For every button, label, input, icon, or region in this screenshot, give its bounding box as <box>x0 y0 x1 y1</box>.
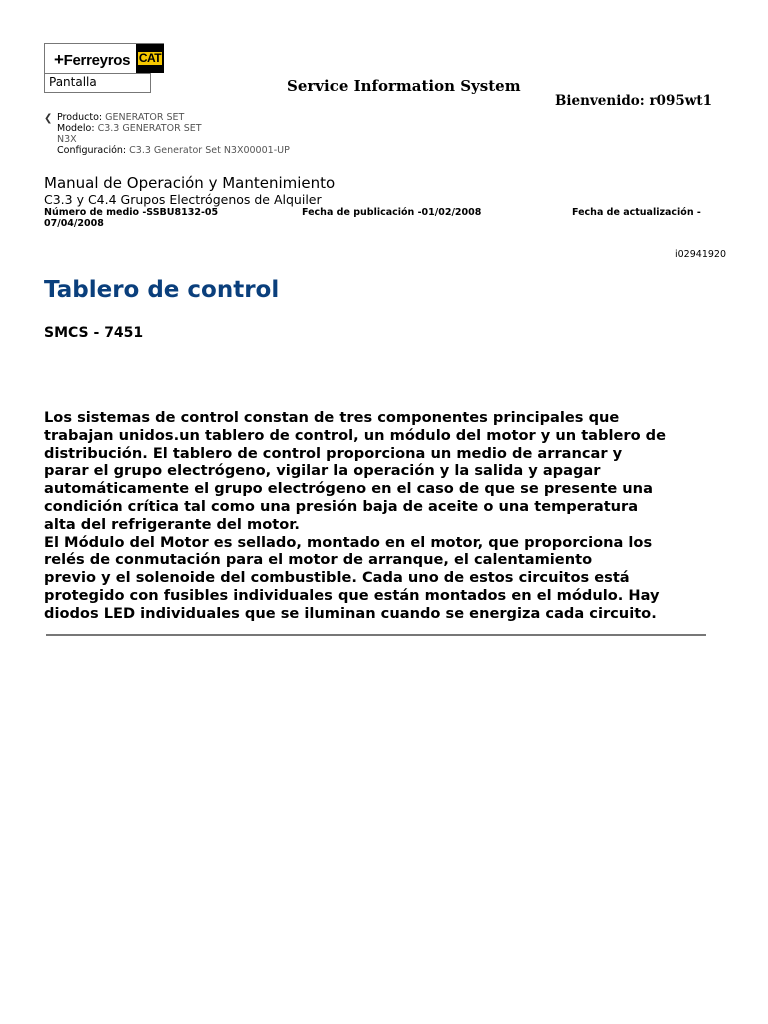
back-arrow-icon[interactable]: ❮ <box>44 113 53 124</box>
pantalla-button[interactable]: Pantalla <box>44 73 151 93</box>
breadcrumb-modelo-cont <box>57 135 77 145</box>
welcome-text: Bienvenido: r095wt1 <box>555 93 712 109</box>
document-id: i02941920 <box>675 249 726 260</box>
breadcrumb-modelo <box>57 124 202 134</box>
body-text: Los sistemas de control constan de tres componentes principales que trabajan unidos.un tablero de control, un módulo del motor y un tablero de distribución. El tablero de control proporciona un medio de arrancar y parar el grupo electrógeno, vigilar la operación y la salida y apagar automáticamente el grupo electrógeno en el caso de que se presente una condición crítica tal como una presión baja de aceite o una temperatura alta del refrigerante del motor. El Módulo del Motor es sellado, montado en el motor, que proporciona los relés de conmutación para el motor de arranque, el calentamiento previo y el solenoide del combustible. Cada uno de estos circuitos está protegido con fusibles individuales que están montados en el módulo. Hay diodos LED individuales que se iluminan cuando se energiza cada circuito. <box>44 409 667 622</box>
producto-value: GENERATOR SET <box>105 112 185 123</box>
ferreyros-logo: +Ferreyros <box>54 50 131 69</box>
brand-name: Ferreyros <box>63 52 131 69</box>
publication-date: Fecha de publicación -01/02/2008 <box>302 207 482 218</box>
cat-logo <box>136 44 164 73</box>
breadcrumb-config <box>57 146 290 156</box>
manual-subtitle: C3.3 y C4.4 Grupos Electrógenos de Alquiler <box>44 192 322 207</box>
cat-logo-text: CAT <box>138 51 162 65</box>
producto-label: Producto: <box>57 112 103 123</box>
update-date-value: 07/04/2008 <box>44 218 104 229</box>
breadcrumb-producto <box>57 113 184 123</box>
config-label: Configuración: <box>57 145 127 156</box>
media-number: Número de medio -SSBU8132-05 <box>44 207 219 218</box>
modelo-value-cont: N3X <box>57 134 77 145</box>
page-title: Tablero de control <box>44 277 280 303</box>
system-title: Service Information System <box>287 77 521 95</box>
smcs-code: SMCS - 7451 <box>44 325 144 341</box>
modelo-label: Modelo: <box>57 123 95 134</box>
manual-title: Manual de Operación y Mantenimiento <box>44 174 336 192</box>
modelo-value: C3.3 GENERATOR SET <box>97 123 202 134</box>
config-value: C3.3 Generator Set N3X00001-UP <box>129 145 290 156</box>
divider <box>46 634 706 636</box>
update-date-label: Fecha de actualización - <box>572 207 701 218</box>
